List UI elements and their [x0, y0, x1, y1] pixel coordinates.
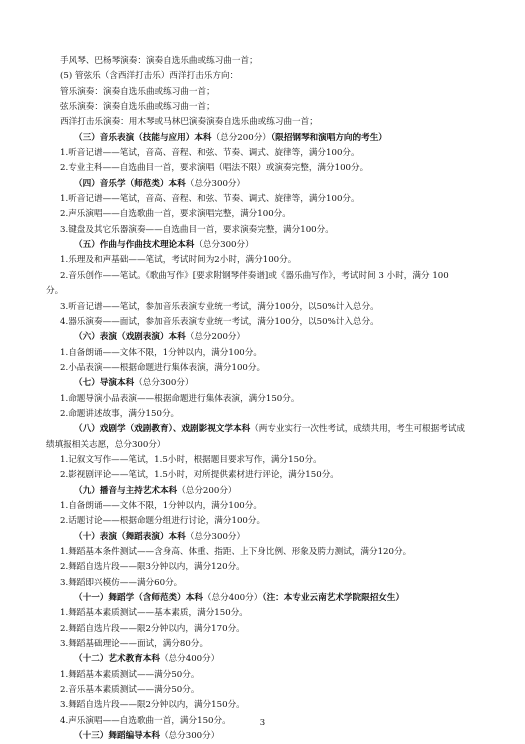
body-text-line: 4.器乐演奏——面试，参加音乐表演专业统一考试，满分100分，以50%计入总分。	[60, 316, 379, 327]
section-heading-title: （十）表演（舞蹈表演）本科	[74, 531, 186, 542]
body-text-line: 3.舞蹈基础理论——面试，满分80分。	[60, 639, 209, 650]
body-text-line: (5) 管弦乐（含西洋打击乐）西洋打击乐方向：	[60, 71, 239, 82]
body-text-line: 管乐演奏：演奏自选乐曲或练习曲一首；	[60, 86, 215, 97]
body-text-line: 1.舞蹈基本素质测试——满分50分。	[60, 669, 200, 680]
body-text-line: 2.声乐演唱——自选歌曲一首，要求演唱完整，满分100分。	[60, 209, 291, 220]
section-heading-title: （十三）舞蹈编导本科	[74, 731, 160, 742]
section-heading	[46, 729, 491, 744]
body-text-line: 4.声乐演唱——自选歌曲一首，满分150分。	[60, 715, 231, 726]
body-text-line: 1.舞蹈基本素质测试——基本素质，满分150分。	[60, 608, 248, 619]
section-heading-score: （总分200分）	[211, 132, 271, 143]
body-text-line: 3.舞蹈自选片段——限2分钟以内，满分150分。	[60, 700, 245, 711]
section-heading-title: （五）作曲与作曲技术理论本科	[74, 240, 195, 251]
section-heading	[46, 484, 491, 499]
page-number: 3	[259, 718, 266, 728]
section-heading-score: （总分300分）	[185, 531, 246, 542]
section-heading-title: （七）导演本科	[74, 378, 135, 389]
document-body	[46, 54, 491, 744]
section-heading-score: （两专业实行一次性考试，成绩共用，考生可根据考试成	[250, 424, 466, 435]
body-text-line: 2.小品表演——根据命题进行集体表演，满分100分。	[60, 362, 266, 373]
body-text-line: 1.命题导演小品表演——根据命题进行集体表演，满分150分。	[60, 393, 300, 404]
section-heading-score: （总分200分）	[185, 332, 246, 343]
body-text-line: 2.话题讨论——根据命题分组进行讨论，满分100分。	[60, 516, 266, 527]
body-text-line: 2.音乐基本素质测试——满分50分。	[60, 685, 200, 696]
section-heading-score: （总分400分）	[202, 593, 263, 604]
body-text-line: 2.舞蹈自选片段——限2分钟以内，满分170分。	[60, 623, 245, 634]
body-text-line: 弦乐演奏：演奏自选乐曲或练习曲一首；	[60, 102, 215, 113]
section-heading-score: （总分200分）	[177, 485, 237, 496]
section-heading-title: （六）表演（戏剧表演）本科	[74, 332, 186, 343]
section-heading-score: （总分400分）	[159, 654, 220, 665]
section-heading-score: （总分300分）	[194, 240, 254, 251]
section-heading-title: （八）戏剧学（戏剧教育）、戏剧影视文学本科	[74, 424, 251, 435]
body-text-line: 1.自备朗诵——文体不限，1分钟以内，满分100分。	[60, 500, 262, 511]
section-heading	[46, 238, 491, 253]
body-text-line: 1.乐理及和声基础——笔试，考试时间为2小时，满分100分。	[60, 255, 297, 266]
section-heading-title: （十二）艺术教育本科	[74, 654, 160, 665]
section-heading	[46, 131, 491, 146]
body-text-line: 2.影视剧评论——笔试，1.5小时，对所提供素材进行评论，满分150分。	[60, 470, 339, 481]
body-text-line: 手风琴、巴杨琴演奏：演奏自选乐曲或练习曲一首；	[60, 56, 258, 66]
section-heading-note: （限招钢琴和演唱方向的考生）	[270, 132, 387, 143]
body-text-line: 1.听音记谱——笔试，音高、音程、和弦、节奏、调式、旋律等，满分100分。	[60, 148, 360, 159]
section-heading-note: （注：本专业云南艺术学院限招女生）	[262, 593, 405, 604]
body-text-line: 3.键盘及其它乐器演奏——自选曲目一首，要求演奏完整，满分100分。	[60, 224, 334, 235]
section-heading	[46, 177, 491, 192]
section-heading-title: （九）播音与主持艺术本科	[74, 485, 178, 496]
section-heading-score: （总分300分）	[185, 178, 246, 189]
section-heading	[46, 652, 491, 667]
section-heading	[46, 376, 491, 391]
section-heading	[46, 591, 491, 606]
body-text-line: 3.听音记谱——笔试，参加音乐表演专业统一考试，满分100分，以50%计入总分。	[60, 301, 379, 312]
section-heading	[46, 530, 491, 545]
section-heading-score: （总分300分）	[159, 731, 220, 742]
body-text-line: 2.舞蹈自选片段——限3分钟以内，满分120分。	[60, 562, 245, 573]
body-text-line: 3.舞蹈即兴模仿——满分60分。	[60, 577, 183, 588]
body-text-line: 1.记叙文写作——笔试，1.5小时，根据题目要求写作，满分150分。	[60, 454, 322, 465]
body-text-line: 1.舞蹈基本条件测试——含身高、体重、指距、上下身比例、形象及胯力测试，满分120分。	[60, 547, 412, 557]
body-text-line: 西洋打击乐演奏：用木琴或马林巴演奏演奏自选乐曲或练习曲一首；	[60, 117, 318, 128]
section-heading-title: （三）音乐表演（技能与应用）本科	[74, 132, 212, 143]
body-text-line: 分。	[46, 286, 64, 297]
body-text-line: 2.专业主科——自选曲目一首，要求演唱（唱法不限）或演奏完整，满分100分。	[60, 163, 369, 174]
section-heading	[46, 330, 491, 345]
body-text-line: 2.命题讲述故事，满分150分。	[60, 408, 180, 419]
body-text-line: 1.自备朗诵——文体不限，1分钟以内，满分100分。	[60, 347, 262, 358]
section-heading-score: （总分300分）	[134, 378, 194, 389]
section-heading-title: （十一）舞蹈学（含师范类）本科	[74, 593, 203, 604]
section-heading	[46, 422, 491, 437]
body-text-line: 2.音乐创作——笔试。《歌曲写作》[要求附钢琴伴奏谱]或《器乐曲写作》，考试时间 3 小时，满分 100	[60, 270, 449, 281]
section-heading-title: （四）音乐学（师范类）本科	[74, 178, 186, 189]
body-text-line: 绩填报相关志愿，总分300分）	[46, 439, 166, 450]
body-text-line: 1.听音记谱——笔试，音高、音程、和弦、节奏、调式、旋律等，满分100分。	[60, 194, 360, 205]
